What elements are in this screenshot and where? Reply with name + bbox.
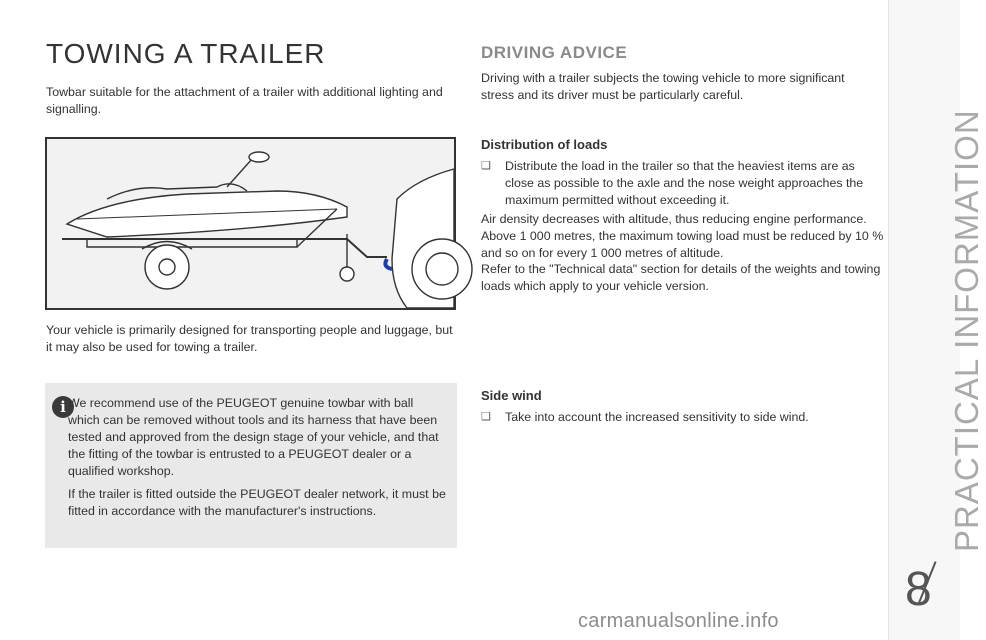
- side-wind-bullet: [481, 409, 881, 426]
- refer-paragraph: Refer to the "Technical data" section for details of the weights and towing loads which apply to your vehicle version.: [481, 262, 881, 293]
- side-wind-heading: Side wind: [481, 388, 542, 403]
- side-wind-bullet-text: Take into account the increased sensitivity to side wind.: [505, 410, 809, 424]
- driving-intro: Driving with a trailer subjects the towing vehicle to more significant stress and its driver must be particularly careful.: [481, 71, 845, 102]
- distribution-bullet: [481, 158, 881, 209]
- trailer-illustration: [45, 137, 456, 310]
- watermark: carmanualsonline.info: [578, 610, 779, 632]
- info-paragraph-2: If the trailer is fitted outside the PEUGEOT dealer network, it must be fitted in accordance with the manufacturer's instructions.: [68, 487, 446, 518]
- distribution-bullet-text: Distribute the load in the trailer so that the heaviest items are as close as possible to the axle and the nose weight approaches the maximum permitted without exceeding it.: [505, 159, 864, 207]
- info-paragraph-1: We recommend use of the PEUGEOT genuine towbar with ball which can be removed without tools and its harness that have been tested and approved from the design stage of your vehicle, and that the fitting of the towbar is entrusted to a PEUGEOT dealer or a qualified workshop.: [68, 396, 439, 478]
- intro-text: Towbar suitable for the attachment of a trailer with additional lighting and signalling.: [46, 85, 443, 116]
- section-heading: DRIVING ADVICE: [481, 43, 628, 62]
- page-title: TOWING A TRAILER: [46, 38, 326, 69]
- jetski-trailer-drawing: [47, 139, 454, 308]
- checkbox-icon: ❑: [481, 160, 491, 172]
- info-text: [68, 395, 448, 526]
- distribution-heading: Distribution of loads: [481, 137, 608, 152]
- altitude-paragraph: Air density decreases with altitude, thus reducing engine performance. Above 1 000 metres, the maximum towing load must be reduced by 10 % and so on for every 1 000 metres of altitude.: [481, 212, 884, 260]
- checkbox-icon: ❑: [481, 411, 491, 423]
- info-icon: i: [52, 396, 74, 418]
- chapter-number: 8: [905, 563, 932, 616]
- figure-caption: Your vehicle is primarily designed for transporting people and luggage, but it may also be used for towing a trailer.: [46, 323, 453, 354]
- info-box: [45, 383, 457, 548]
- chapter-title: PRACTICAL INFORMATION: [948, 109, 985, 552]
